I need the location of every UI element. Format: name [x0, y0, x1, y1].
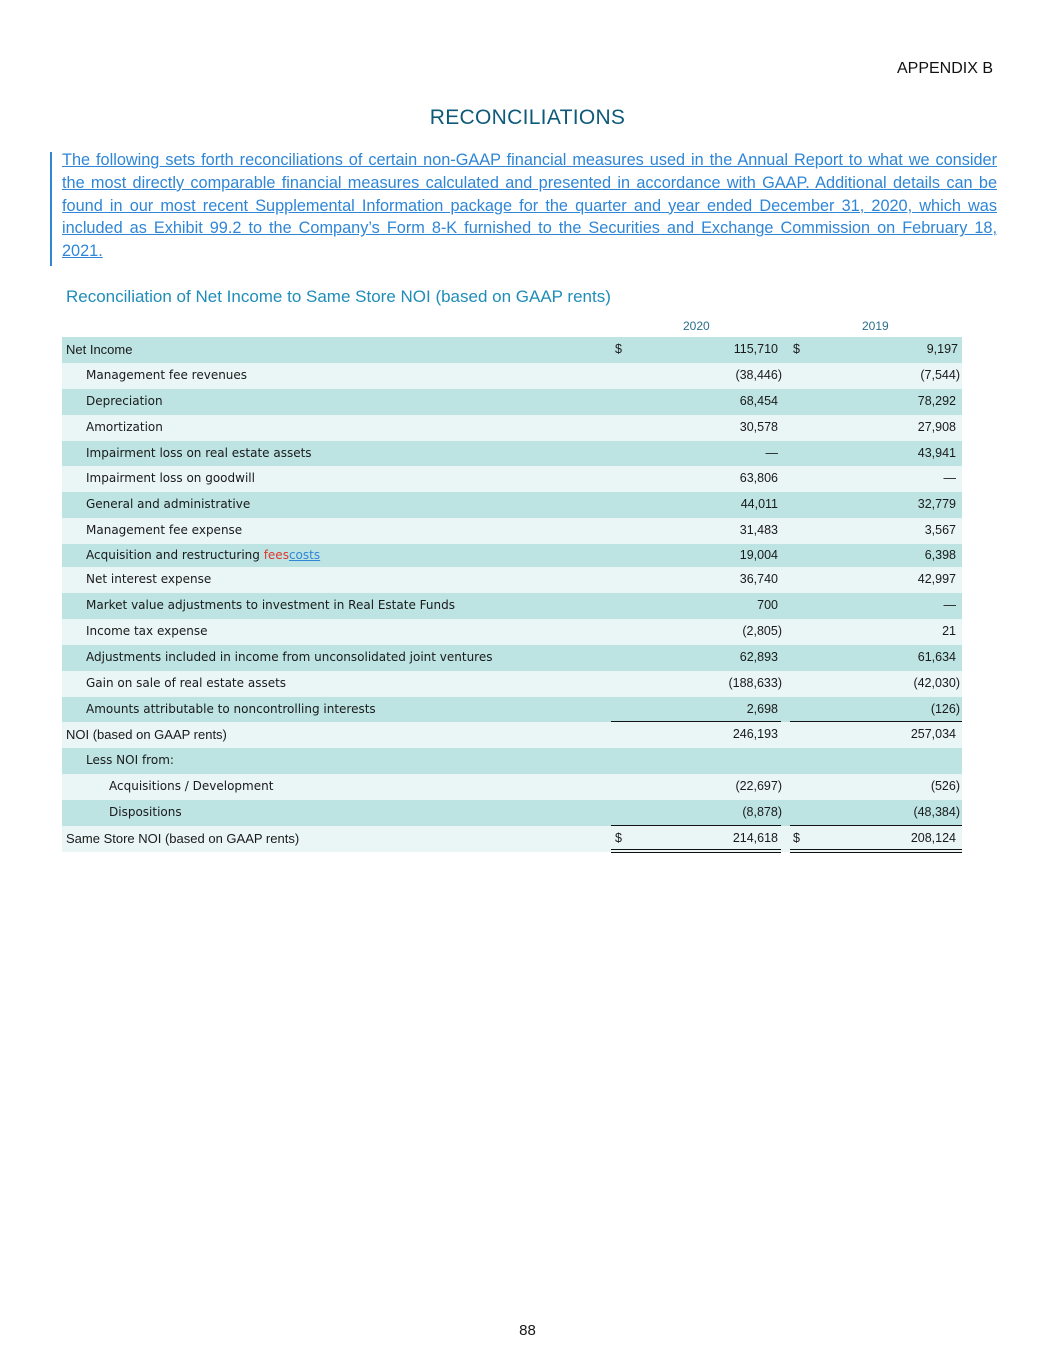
- row-label: Impairment loss on goodwill: [86, 471, 255, 486]
- row-label: General and administrative: [86, 497, 251, 512]
- currency-symbol: $: [793, 342, 800, 356]
- row-label: Acquisitions / Development: [109, 779, 274, 794]
- row-label: Amortization: [86, 419, 163, 434]
- value-2019: (526): [930, 779, 960, 794]
- value-2020: 30,578: [739, 419, 778, 434]
- value-2019: 32,779: [917, 497, 956, 512]
- value-2020: 44,011: [740, 497, 778, 512]
- value-2020: 115,710: [733, 342, 778, 356]
- inserted-text: costs: [288, 548, 321, 563]
- table-row: [62, 800, 962, 826]
- row-label: Net interest expense: [86, 572, 212, 587]
- value-2019: 21: [942, 623, 956, 638]
- value-2019: (126): [930, 701, 960, 716]
- deleted-text: fees: [263, 548, 289, 563]
- value-2020: 2,698: [746, 701, 778, 716]
- row-label: Income tax expense: [86, 623, 208, 638]
- table-row: [62, 544, 962, 567]
- value-2019: (7,544): [920, 367, 960, 382]
- value-2019: —: [943, 471, 956, 486]
- value-2019: (42,030): [913, 675, 960, 690]
- row-label: NOI (based on GAAP rents): [66, 727, 227, 743]
- table-row: [62, 518, 962, 544]
- value-2020: 31,483: [739, 523, 778, 538]
- row-label: Management fee expense: [86, 523, 243, 538]
- row-label: Management fee revenues: [86, 367, 248, 382]
- value-2020: 36,740: [739, 572, 778, 587]
- value-2019: 257,034: [910, 727, 956, 742]
- table-row: [62, 466, 962, 492]
- value-2019: 208,124: [910, 831, 956, 846]
- total-rule: [790, 849, 962, 853]
- table-row: [62, 722, 962, 748]
- table-row: [62, 337, 962, 363]
- table-row: [62, 492, 962, 518]
- table-row: [62, 748, 962, 774]
- intro-paragraph: The following sets forth reconciliations of certain non-GAAP financial measures used in the Annual Report to what we consider the most directly comparable financial measures calculated and presented in accordance with GAAP. Additional details can be found in our most recent Supplemental Information package for the quarter and year ended December 31, 2020, which was included as Exhibit 99.2 to the Company’s Form 8-K furnished to the Securities and Exchange Commission on February 18, 2021.: [62, 151, 997, 261]
- value-2020: (188,633): [728, 675, 782, 690]
- value-2020: 63,806: [739, 471, 778, 486]
- row-label: Market value adjustments to investment in Real Estate Funds: [86, 598, 455, 613]
- value-2020: (38,446): [735, 367, 782, 382]
- currency-symbol: $: [615, 342, 622, 356]
- row-label: [86, 544, 320, 567]
- currency-symbol: $: [793, 831, 800, 846]
- total-rule: [611, 849, 781, 853]
- row-label-prefix: Acquisition and restructuring: [86, 548, 264, 563]
- table-row: [62, 593, 962, 619]
- appendix-label: APPENDIX B: [896, 60, 993, 77]
- revision-bar: [50, 152, 52, 266]
- row-label: Same Store NOI (based on GAAP rents): [66, 831, 300, 847]
- value-2020: (2,805): [742, 623, 782, 638]
- page-title: RECONCILIATIONS: [429, 106, 626, 129]
- table-row: [62, 567, 962, 593]
- row-label: Amounts attributable to noncontrolling interests: [86, 701, 376, 716]
- value-2019: 6,398: [924, 548, 956, 563]
- value-2019: 27,908: [917, 419, 956, 434]
- table-row: [62, 441, 962, 467]
- table-row: [62, 363, 962, 389]
- page-number: 88: [519, 1322, 536, 1339]
- value-2020: 19,004: [739, 548, 778, 563]
- table-row: [62, 645, 962, 671]
- value-2020: 214,618: [732, 831, 778, 846]
- table-row: [62, 774, 962, 800]
- value-2019: 3,567: [924, 523, 956, 538]
- table-row: [62, 671, 962, 697]
- value-2019: 42,997: [917, 572, 956, 587]
- table-row: [62, 619, 962, 645]
- value-2019: —: [943, 598, 956, 613]
- table-row: [62, 415, 962, 441]
- row-label: Impairment loss on real estate assets: [86, 445, 312, 460]
- row-label: Adjustments included in income from unconsolidated joint ventures: [86, 649, 493, 664]
- value-2020: 62,893: [739, 649, 778, 664]
- row-label: Less NOI from:: [86, 753, 174, 768]
- row-label: Depreciation: [86, 393, 163, 408]
- value-2019: 61,634: [917, 649, 956, 664]
- value-2020: —: [765, 445, 778, 460]
- row-label: Dispositions: [109, 805, 182, 820]
- value-2020: 246,193: [732, 727, 778, 742]
- table-row: [62, 826, 962, 852]
- value-2019: 9,197: [926, 342, 958, 356]
- value-2020: (8,878): [742, 805, 782, 820]
- value-2019: 78,292: [917, 393, 956, 408]
- reconciliation-table: [62, 337, 962, 852]
- currency-symbol: $: [615, 831, 622, 846]
- row-label: Net Income: [66, 342, 133, 357]
- row-label: Gain on sale of real estate assets: [86, 675, 287, 690]
- table-row: [62, 389, 962, 415]
- table-subtitle: Reconciliation of Net Income to Same Store NOI (based on GAAP rents): [66, 287, 611, 306]
- value-2019: 43,941: [917, 445, 956, 460]
- value-2019: (48,384): [913, 805, 960, 820]
- table-row: [62, 697, 962, 723]
- value-2020: (22,697): [735, 779, 782, 794]
- value-2020: 700: [757, 598, 778, 613]
- year-header-2020: 2020: [683, 319, 710, 333]
- year-header-2019: 2019: [862, 319, 889, 333]
- value-2020: 68,454: [739, 393, 778, 408]
